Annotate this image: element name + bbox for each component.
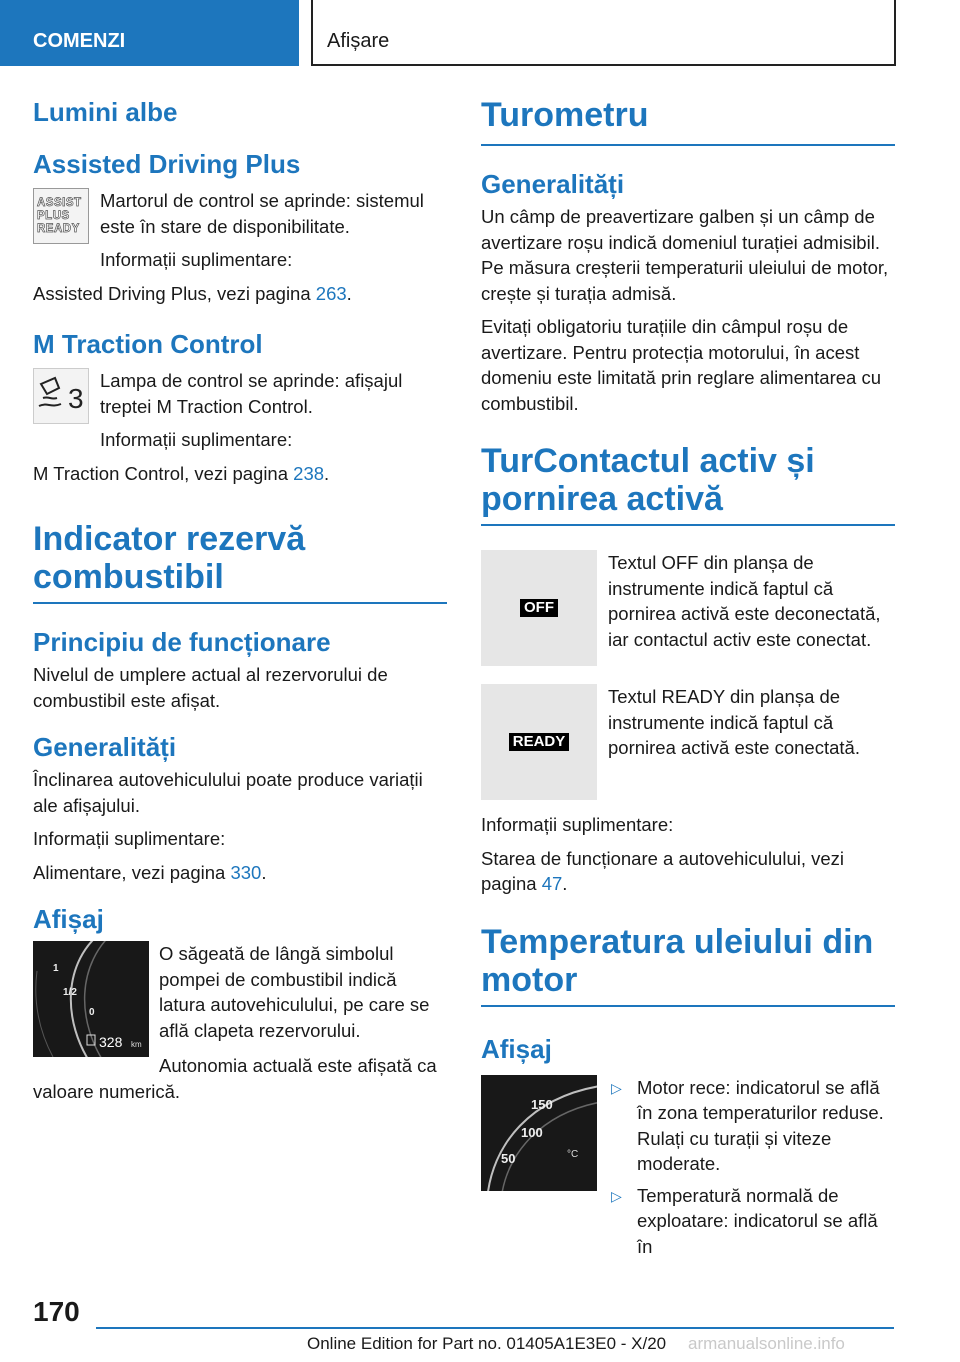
- heading-afisaj-rezerva: Afișaj: [33, 904, 104, 934]
- temperature-block: [481, 1075, 895, 1266]
- heading-generalitati-turometru: Generalități: [481, 169, 625, 199]
- watermark: armanualsonline.info: [688, 1334, 845, 1353]
- contact-reference: Starea de funcționare a autovehiculului, vezi pagina 47.: [481, 847, 845, 894]
- ready-text: Textul READY din planșa de instrumente indică faptul că pornirea activă este conectată.: [608, 686, 860, 758]
- off-display-image: [481, 550, 597, 666]
- ready-display-image: [481, 684, 597, 800]
- traction-block: [33, 368, 447, 461]
- contact-info-label: Informații suplimentare:: [481, 814, 674, 835]
- heading-generalitati-rezerva: Generalități: [33, 732, 177, 762]
- chapter-tab: Afișare: [311, 0, 896, 66]
- list-item: ▷ Motor rece: indicatorul se află în zona temperaturilor reduse. Rulați cu turații și viteze moderate.: [611, 1075, 895, 1177]
- assisted-text: Martorul de control se aprinde: sistemul este în stare de disponibilitate.: [100, 190, 424, 237]
- heading-contact-activ: TurContactul activ și pornirea activă: [481, 442, 895, 526]
- traction-control-icon: [33, 368, 89, 424]
- footer-divider: [96, 1327, 894, 1329]
- svg-text:150: 150: [531, 1096, 553, 1112]
- svg-text:3: 3: [68, 383, 84, 414]
- autonomia-text: Autonomia actuală este afișată ca valoare numerică.: [33, 1055, 437, 1102]
- afisaj-rezerva-text: O săgeată de lângă simbolul pompei de combustibil indică latura autovehiculului, pe care se află clapeta rezervorului.: [159, 943, 430, 1041]
- svg-text:km: km: [131, 1040, 142, 1049]
- turometru-text-1: Un câmp de preavertizare galben și un câmp de avertizare roșu indică domeniul turației admisibil. Pe măsura creșterii temperaturii uleiului de motor, crește și turația admisă.: [481, 206, 889, 304]
- generalitati-rezerva-text: Înclinarea autovehiculului poate produce variații ale afișajului.: [33, 769, 423, 816]
- ready-badge: READY: [509, 733, 570, 751]
- svg-text:1/2: 1/2: [63, 987, 77, 998]
- svg-text:1: 1: [53, 963, 59, 974]
- off-block: [481, 550, 895, 666]
- heading-assisted-driving: Assisted Driving Plus: [33, 149, 301, 179]
- fuel-display-block: [33, 941, 447, 1057]
- temperature-bullets: [611, 1075, 895, 1266]
- assist-plus-ready-icon: ASSIST PLUS READY: [33, 188, 89, 244]
- svg-text:°C: °C: [567, 1148, 579, 1160]
- triangle-bullet-icon: ▷: [611, 1187, 622, 1204]
- page-link-47[interactable]: 47: [541, 873, 563, 894]
- svg-text:328: 328: [99, 1034, 123, 1050]
- page-header: [0, 0, 960, 66]
- principiu-text: Nivelul de umplere actual al rezervorului de combustibil este afișat.: [33, 664, 388, 711]
- edition-text: Online Edition for Part no. 01405A1E3E0 - X/20: [307, 1334, 667, 1353]
- off-badge: OFF: [520, 599, 558, 617]
- left-column: [33, 96, 447, 1112]
- assisted-info-label: Informații suplimentare:: [100, 249, 293, 270]
- svg-text:100: 100: [521, 1124, 543, 1140]
- ready-block: [481, 684, 895, 800]
- heading-indicator-rezerva: Indicator rezervă combustibil: [33, 520, 447, 604]
- heading-turometru: Turometru: [481, 96, 895, 146]
- heading-temperatura-ulei: Temperatura uleiului din motor: [481, 923, 895, 1007]
- turometru-text-2: Evitați obligatoriu turațiile din câmpul roșu de avertizare. Pentru protecția motorului, în acest domeniu este limitată prin reglare alimentarea cu combustibil.: [481, 316, 882, 414]
- svg-text:0: 0: [89, 1007, 95, 1018]
- heading-principiu: Principiu de funcționare: [33, 627, 331, 657]
- heading-traction-control: M Traction Control: [33, 329, 263, 359]
- traction-text: Lampa de control se aprinde: afișajul treptei M Traction Control.: [100, 370, 403, 417]
- traction-reference: M Traction Control, vezi pagina 238.: [33, 462, 330, 484]
- oil-temperature-gauge-image: [481, 1075, 597, 1191]
- rezerva-reference: Alimentare, vezi pagina 330.: [33, 861, 267, 883]
- fuel-gauge-image: [33, 941, 149, 1057]
- right-column: [481, 96, 895, 1265]
- off-text: Textul OFF din planșa de instrumente indică faptul că pornirea activă este deconectată, iar contactul activ este conectat.: [608, 552, 881, 650]
- section-tab: COMENZI: [0, 0, 299, 66]
- traction-info-label: Informații suplimentare:: [100, 429, 293, 450]
- heading-lumini-albe: Lumini albe: [33, 97, 178, 127]
- heading-afisaj-temperatura: Afișaj: [481, 1033, 552, 1064]
- list-item: ▷ Temperatură normală de exploatare: indicatorul se află în: [611, 1183, 895, 1260]
- assisted-block: [33, 188, 447, 281]
- svg-text:50: 50: [501, 1150, 516, 1166]
- assisted-reference: Assisted Driving Plus, vezi pagina 263.: [33, 282, 352, 304]
- page-link-238[interactable]: 238: [293, 462, 325, 484]
- page-link-263[interactable]: 263: [315, 282, 347, 304]
- triangle-bullet-icon: ▷: [611, 1079, 622, 1096]
- page-link-330[interactable]: 330: [230, 861, 262, 883]
- rezerva-info-label: Informații suplimentare:: [33, 828, 226, 849]
- page-number: 170: [33, 1296, 80, 1327]
